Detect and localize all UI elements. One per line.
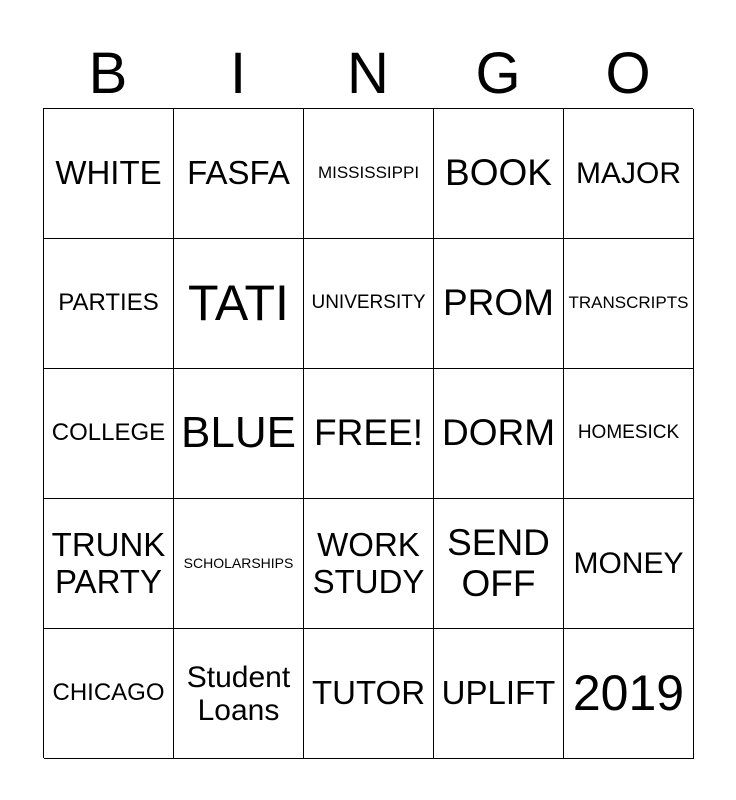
- bingo-cell: PROM: [434, 239, 564, 369]
- bingo-cell: MONEY: [564, 499, 694, 629]
- bingo-cell: BLUE: [174, 369, 304, 499]
- bingo-cell: BOOK: [434, 109, 564, 239]
- bingo-cell: Student Loans: [174, 629, 304, 759]
- bingo-cell: SCHOLARSHIPS: [174, 499, 304, 629]
- bingo-cell: TUTOR: [304, 629, 434, 759]
- header-letter-n: N: [347, 41, 389, 106]
- bingo-cell: MISSISSIPPI: [304, 109, 434, 239]
- bingo-cell: UNIVERSITY: [304, 239, 434, 369]
- bingo-cell: WHITE: [44, 109, 174, 239]
- bingo-cell: TRUNK PARTY: [44, 499, 174, 629]
- bingo-header: [43, 40, 693, 108]
- bingo-cell: DORM: [434, 369, 564, 499]
- bingo-cell: SEND OFF: [434, 499, 564, 629]
- bingo-cell: WORK STUDY: [304, 499, 434, 629]
- bingo-cell free-space: FREE!: [304, 369, 434, 499]
- header-letter-i: I: [229, 41, 247, 106]
- header-letter-g: G: [475, 41, 521, 106]
- bingo-board: [43, 108, 693, 758]
- bingo-cell: FASFA: [174, 109, 304, 239]
- bingo-cell: COLLEGE: [44, 369, 174, 499]
- bingo-cell: PARTIES: [44, 239, 174, 369]
- header-letter-o: O: [605, 41, 651, 106]
- bingo-cell: CHICAGO: [44, 629, 174, 759]
- bingo-cell: MAJOR: [564, 109, 694, 239]
- bingo-cell: UPLIFT: [434, 629, 564, 759]
- header-letter-b: B: [88, 41, 128, 106]
- bingo-cell: 2019: [564, 629, 694, 759]
- bingo-cell: TATI: [174, 239, 304, 369]
- bingo-cell: TRANSCRIPTS: [564, 239, 694, 369]
- bingo-cell: HOMESICK: [564, 369, 694, 499]
